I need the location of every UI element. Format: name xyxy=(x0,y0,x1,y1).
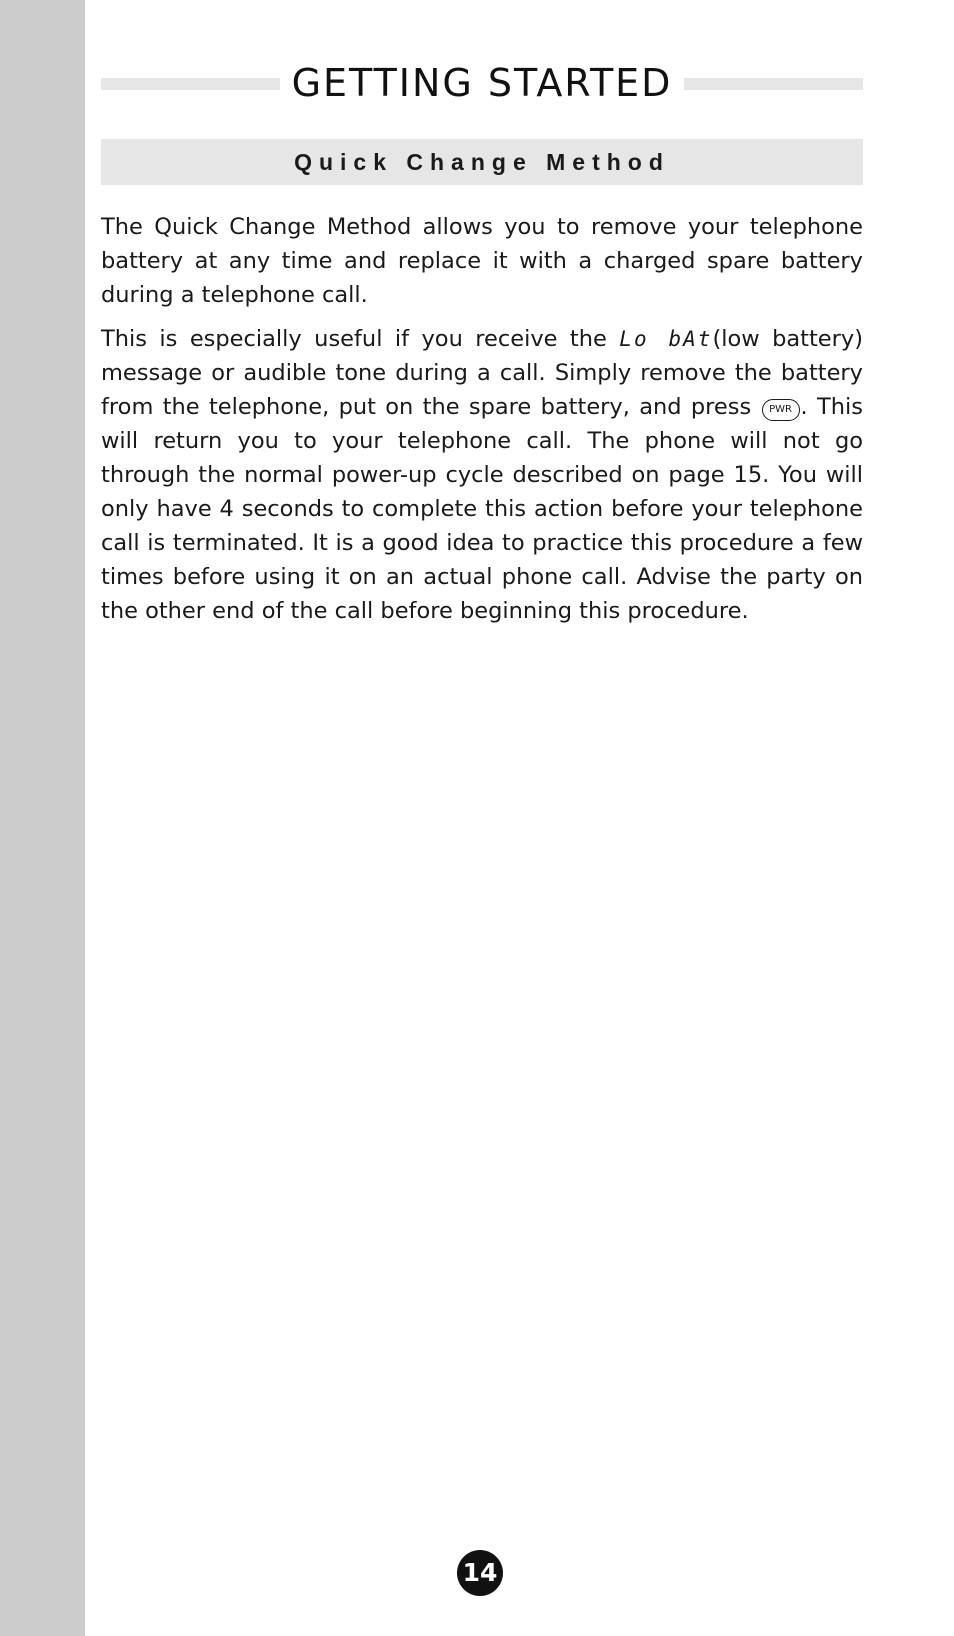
side-margin-band xyxy=(0,0,85,1636)
paragraph-procedure xyxy=(101,322,863,628)
page-number: 14 xyxy=(457,1550,503,1596)
paragraph-procedure-start: This is especially useful if you receive the xyxy=(101,326,620,352)
page-title xyxy=(101,58,863,108)
lcd-display-text: Lo bAt xyxy=(619,327,713,351)
paragraph-procedure-end: . This will return you to your telephone call. The phone will not go through the normal power-up cycle described on page 15. You will only have 4 seconds to complete this action before your telephone call is terminated. It is a good idea to practice this procedure a few times before using it on an actual phone call. Advise the party on the other end of the call before beginning this procedure. xyxy=(101,394,863,624)
page-title-text: GETTING STARTED xyxy=(280,61,685,105)
power-key-icon: PWR xyxy=(762,399,800,421)
section-heading: Quick Change Method xyxy=(101,139,863,185)
paragraph-procedure-middle: (low battery) message or audible tone during a call. Simply remove the battery from the telephone, put on the spare battery, and press xyxy=(101,326,863,420)
paragraph-intro: The Quick Change Method allows you to remove your telephone battery at any time and replace it with a charged spare battery during a telephone call. xyxy=(101,214,863,308)
body-text xyxy=(101,210,863,638)
